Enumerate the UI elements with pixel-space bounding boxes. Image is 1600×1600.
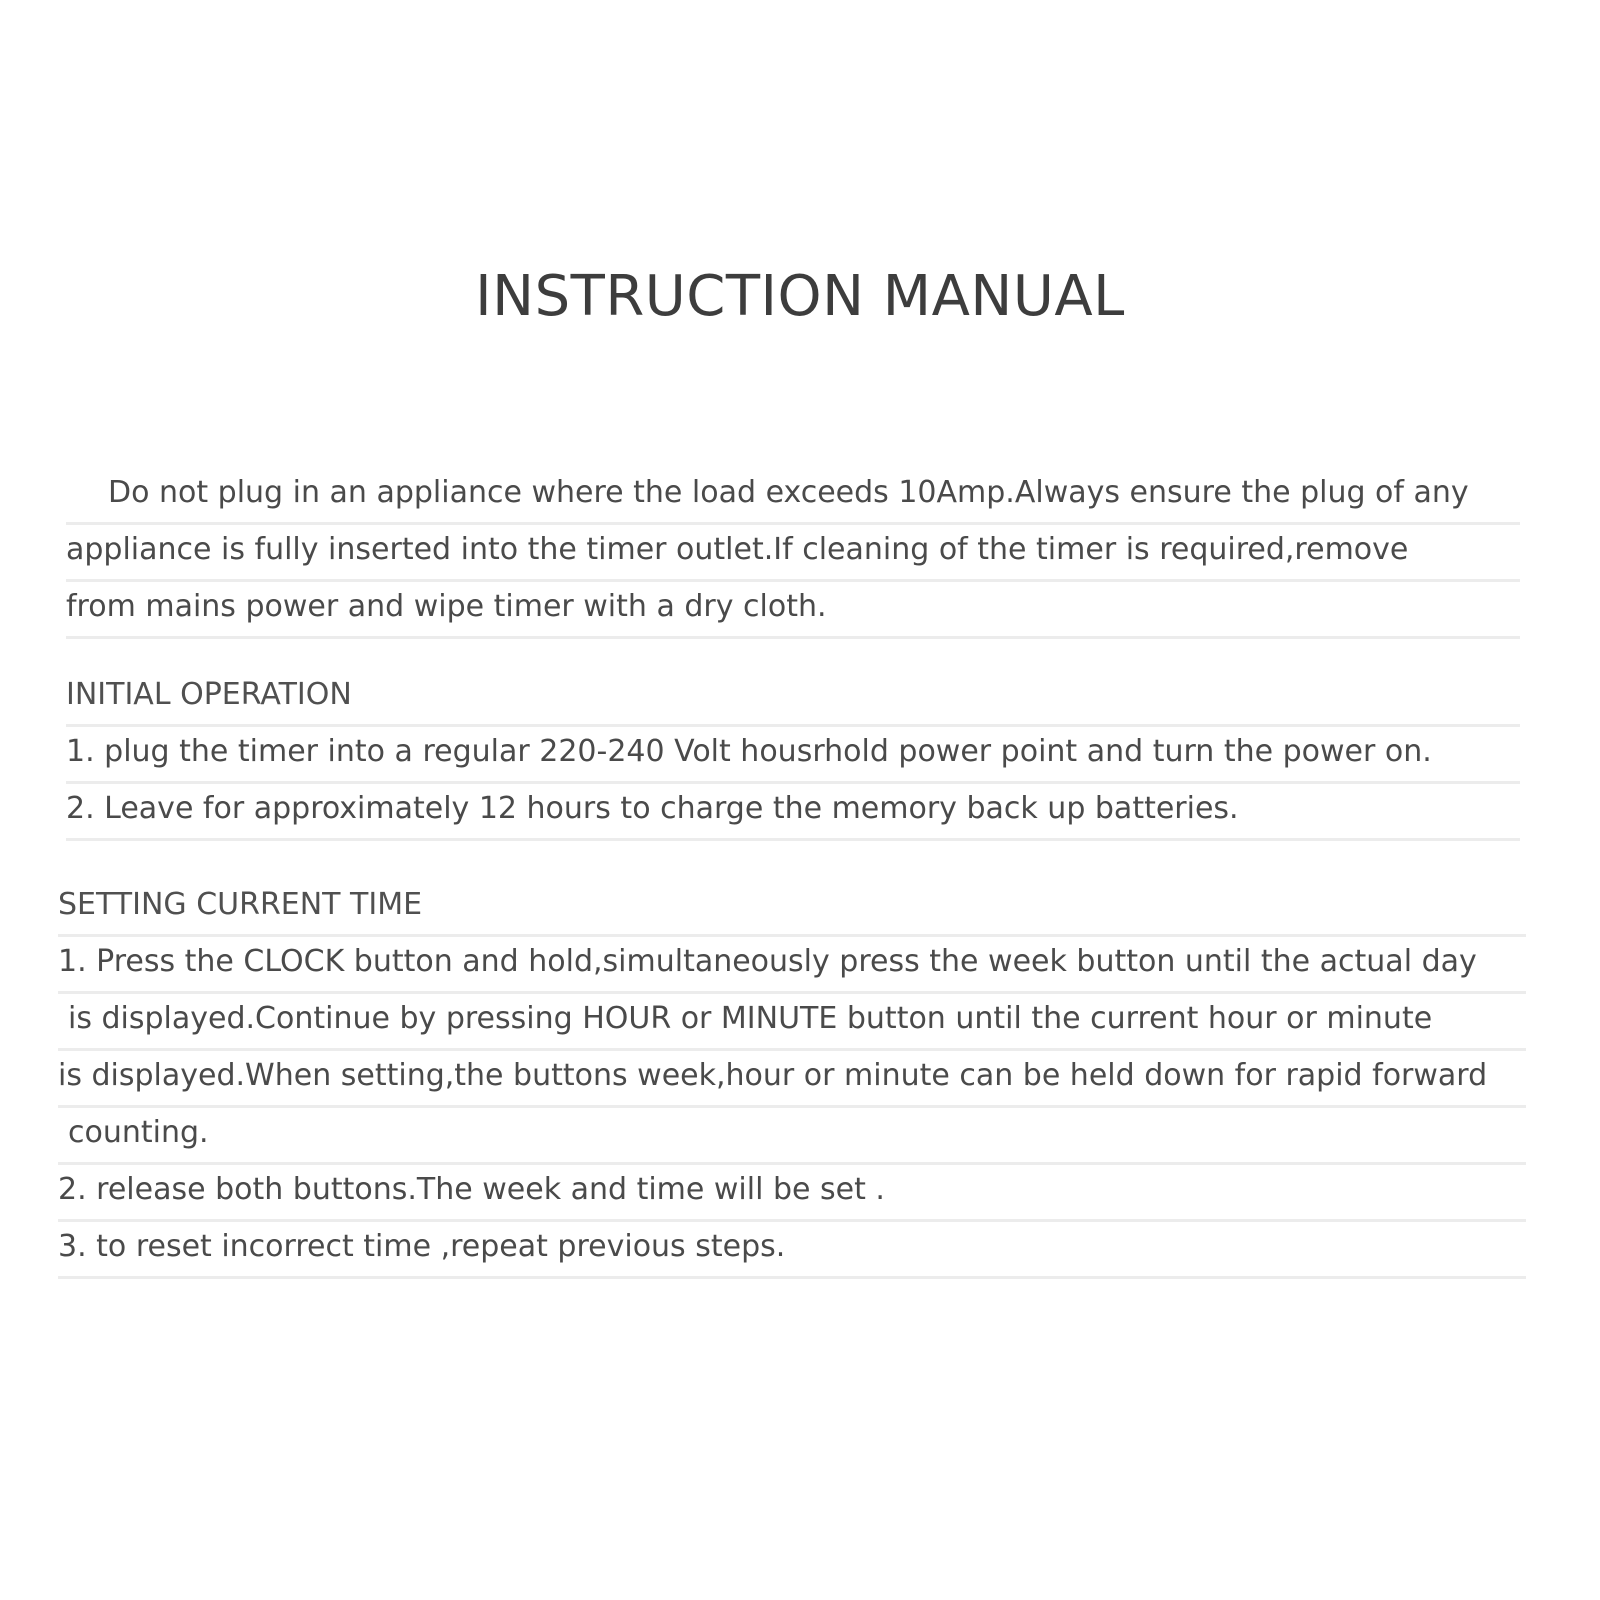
initial-operation-heading: INITIAL OPERATION	[66, 670, 1520, 727]
setting-time-line-1: 1. Press the CLOCK button and hold,simultaneously press the week button until the actual day	[58, 937, 1526, 994]
setting-time-line-2: is displayed.Continue by pressing HOUR or MINUTE button until the current hour or minute	[58, 994, 1526, 1051]
setting-time-step-3: 3. to reset incorrect time ,repeat previous steps.	[58, 1222, 1526, 1279]
setting-time-heading: SETTING CURRENT TIME	[58, 880, 1526, 937]
page-title: INSTRUCTION MANUAL	[475, 264, 1125, 329]
setting-time-line-3: is displayed.When setting,the buttons week,hour or minute can be held down for rapid forward	[58, 1051, 1526, 1108]
intro-line-2: appliance is fully inserted into the timer outlet.If cleaning of the timer is required,remove	[66, 525, 1520, 582]
setting-time-line-4: counting.	[58, 1108, 1526, 1165]
initial-operation-step-2: 2. Leave for approximately 12 hours to charge the memory back up batteries.	[66, 784, 1520, 841]
intro-line-3: from mains power and wipe timer with a dry cloth.	[66, 582, 1520, 639]
intro-line-1: Do not plug in an appliance where the load exceeds 10Amp.Always ensure the plug of any	[66, 468, 1520, 525]
initial-operation-step-1: 1. plug the timer into a regular 220-240 Volt housrhold power point and turn the power on.	[66, 727, 1520, 784]
setting-time-step-2: 2. release both buttons.The week and time will be set .	[58, 1165, 1526, 1222]
